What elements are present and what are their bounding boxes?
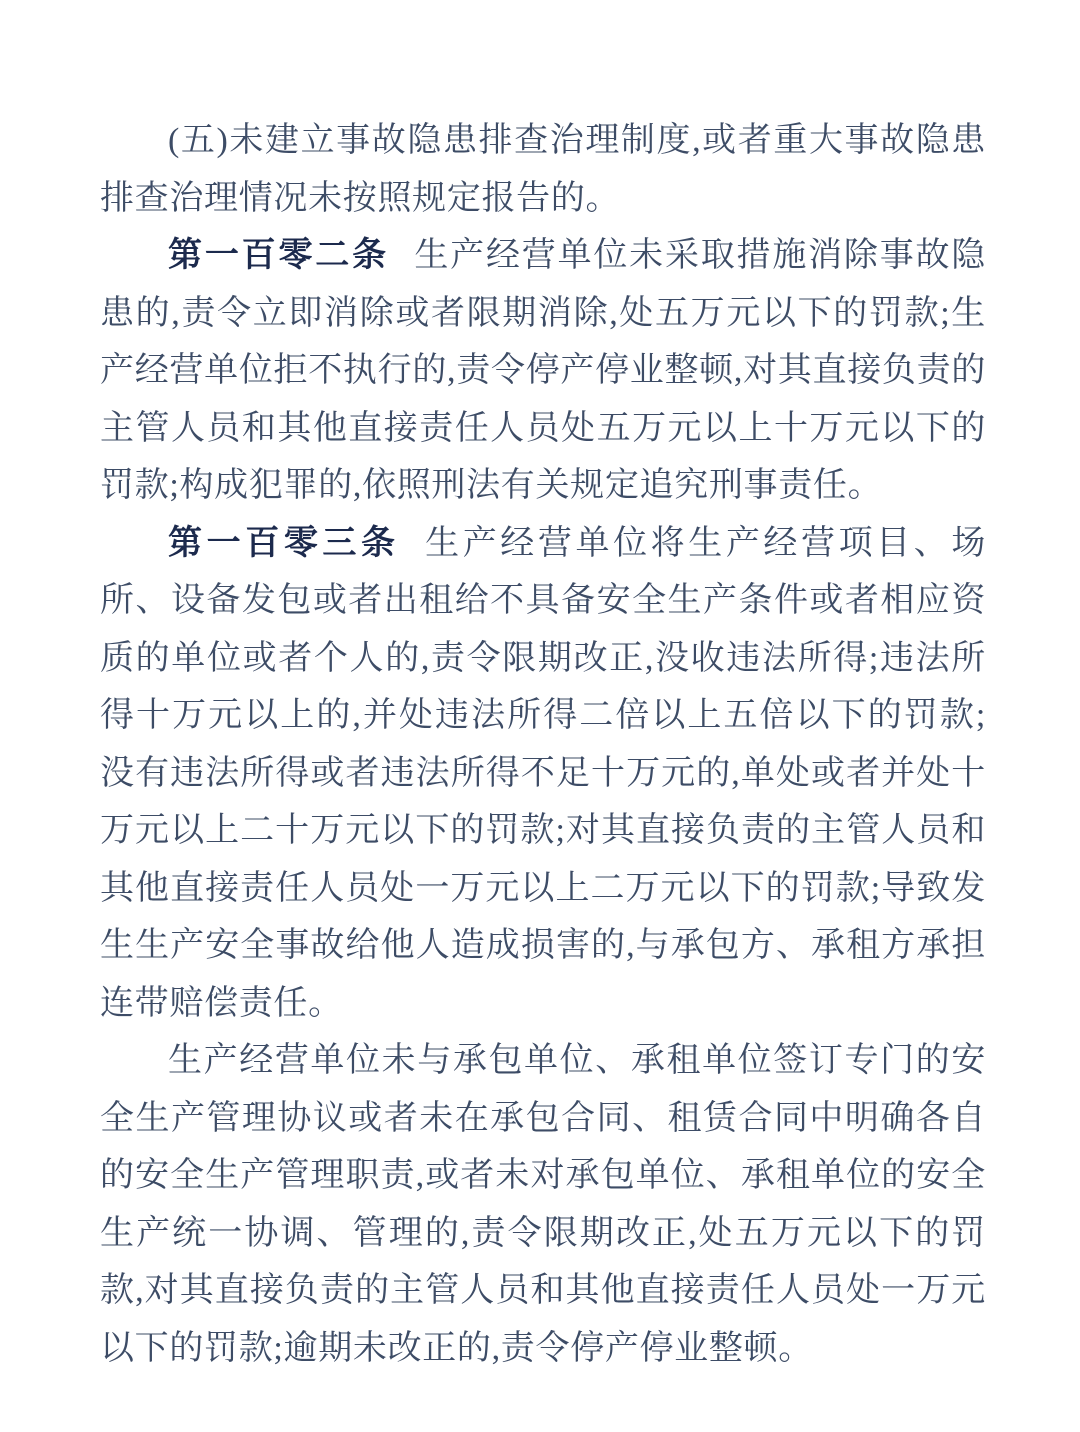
paragraph bbox=[100, 1032, 986, 1377]
paragraph bbox=[100, 227, 986, 515]
article-number: 第一百零三条 bbox=[168, 523, 400, 562]
article-number: 第一百零二条 bbox=[168, 236, 389, 274]
paragraph-text: 生产经营单位未与承包单位、承租单位签订专门的安全生产管理协议或者未在承包合同、租赁合同中明确各自的安全生产管理职责,或者未对承包单位、承租单位的安全生产统一协调、管理的,责令限期改正,处五万元以下的罚款,对其直接负责的主管人员和其他直接责任人员处一万元以下的罚款;逾期未改正的,责令停产停业整顿。 bbox=[100, 1042, 986, 1367]
paragraph-text: 生产经营单位未采取措施消除事故隐患的,责令立即消除或者限期消除,处五万元以下的罚款;生产经营单位拒不执行的,责令停产停业整顿,对其直接负责的主管人员和其他直接责任人员处五万元以上十万元以下的罚款;构成犯罪的,依照刑法有关规定追究刑事责任。 bbox=[100, 237, 986, 504]
paragraph bbox=[100, 515, 986, 1033]
paragraph bbox=[100, 112, 986, 227]
paragraph-text: 生产经营单位将生产经营项目、场所、设备发包或者出租给不具备安全生产条件或者相应资质的单位或者个人的,责令限期改正,没收违法所得;违法所得十万元以上的,并处违法所得二倍以上五倍以下的罚款;没有违法所得或者违法所得不足十万元的,单处或者并处十万元以上二十万元以下的罚款;对其直接负责的主管人员和其他直接责任人员处一万元以上二万元以下的罚款;导致发生生产安全事故给他人造成损害的,与承包方、承租方承担连带赔偿责任。 bbox=[100, 524, 987, 1022]
paragraph-text: (五)未建立事故隐患排查治理制度,或者重大事故隐患排查治理情况未按照规定报告的。 bbox=[100, 122, 986, 217]
